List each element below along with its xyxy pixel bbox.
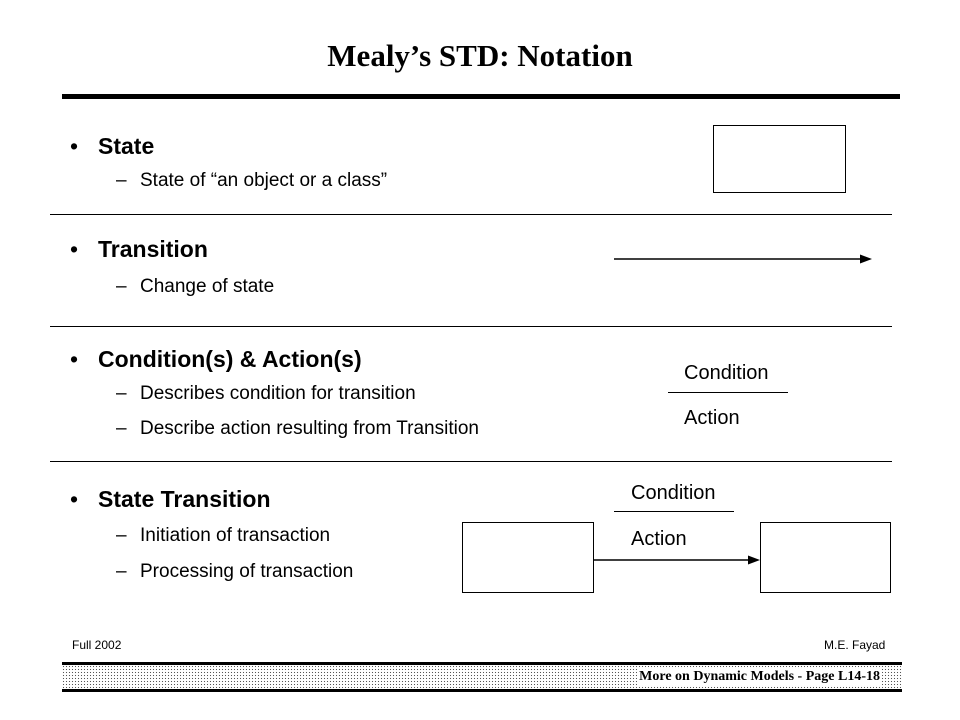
dash-icon: – <box>116 525 127 546</box>
list-item <box>116 561 353 583</box>
transition-separator <box>614 511 734 512</box>
condition-label: Condition <box>684 362 769 384</box>
state-box <box>713 125 846 193</box>
dash-icon: – <box>116 383 127 404</box>
list-item-text: Initiation of transaction <box>140 525 331 546</box>
dash-icon: – <box>116 418 127 439</box>
section-state-transition <box>70 486 271 513</box>
section-heading: State Transition <box>98 486 271 512</box>
condition-action-separator <box>668 392 788 393</box>
section-transition <box>70 236 208 263</box>
bullet-icon: • <box>70 486 79 512</box>
list-item-text: Describe action resulting from Transition <box>140 418 479 439</box>
dash-icon: – <box>116 276 127 297</box>
bullet-icon: • <box>70 236 79 262</box>
list-item-text: Change of state <box>140 276 275 297</box>
section-heading: State <box>98 133 155 159</box>
footer-left: Full 2002 <box>72 638 122 652</box>
transition-arrow-icon <box>612 252 874 266</box>
bullet-icon: • <box>70 346 79 372</box>
section-divider <box>50 461 892 462</box>
list-item <box>116 525 330 547</box>
source-state-box <box>462 522 594 593</box>
dash-icon: – <box>116 170 127 191</box>
state-transition-arrow-icon <box>594 553 762 567</box>
section-heading: Condition(s) & Action(s) <box>98 346 362 372</box>
section-condition-action <box>70 346 362 373</box>
section-heading: Transition <box>98 236 208 262</box>
list-item-text: Describes condition for transition <box>140 383 416 404</box>
list-item-text: Processing of transaction <box>140 561 354 582</box>
title-rule <box>62 94 900 99</box>
section-divider <box>50 214 892 215</box>
list-item <box>116 418 479 440</box>
list-item-text: State of “an object or a class” <box>140 170 388 191</box>
dash-icon: – <box>116 561 127 582</box>
footer-band <box>62 662 902 692</box>
footer-band-text: More on Dynamic Models - Page L14-18 <box>639 669 880 684</box>
page-title: Mealy’s STD: Notation <box>327 38 633 73</box>
bullet-icon: • <box>70 133 79 159</box>
transition-condition-label: Condition <box>631 482 716 504</box>
footer-right: M.E. Fayad <box>824 638 886 652</box>
list-item <box>116 383 416 405</box>
action-label: Action <box>684 407 740 429</box>
section-state <box>70 133 154 160</box>
list-item <box>116 276 274 298</box>
list-item <box>116 170 387 192</box>
transition-action-label: Action <box>631 528 687 550</box>
target-state-box <box>760 522 891 593</box>
section-divider <box>50 326 892 327</box>
